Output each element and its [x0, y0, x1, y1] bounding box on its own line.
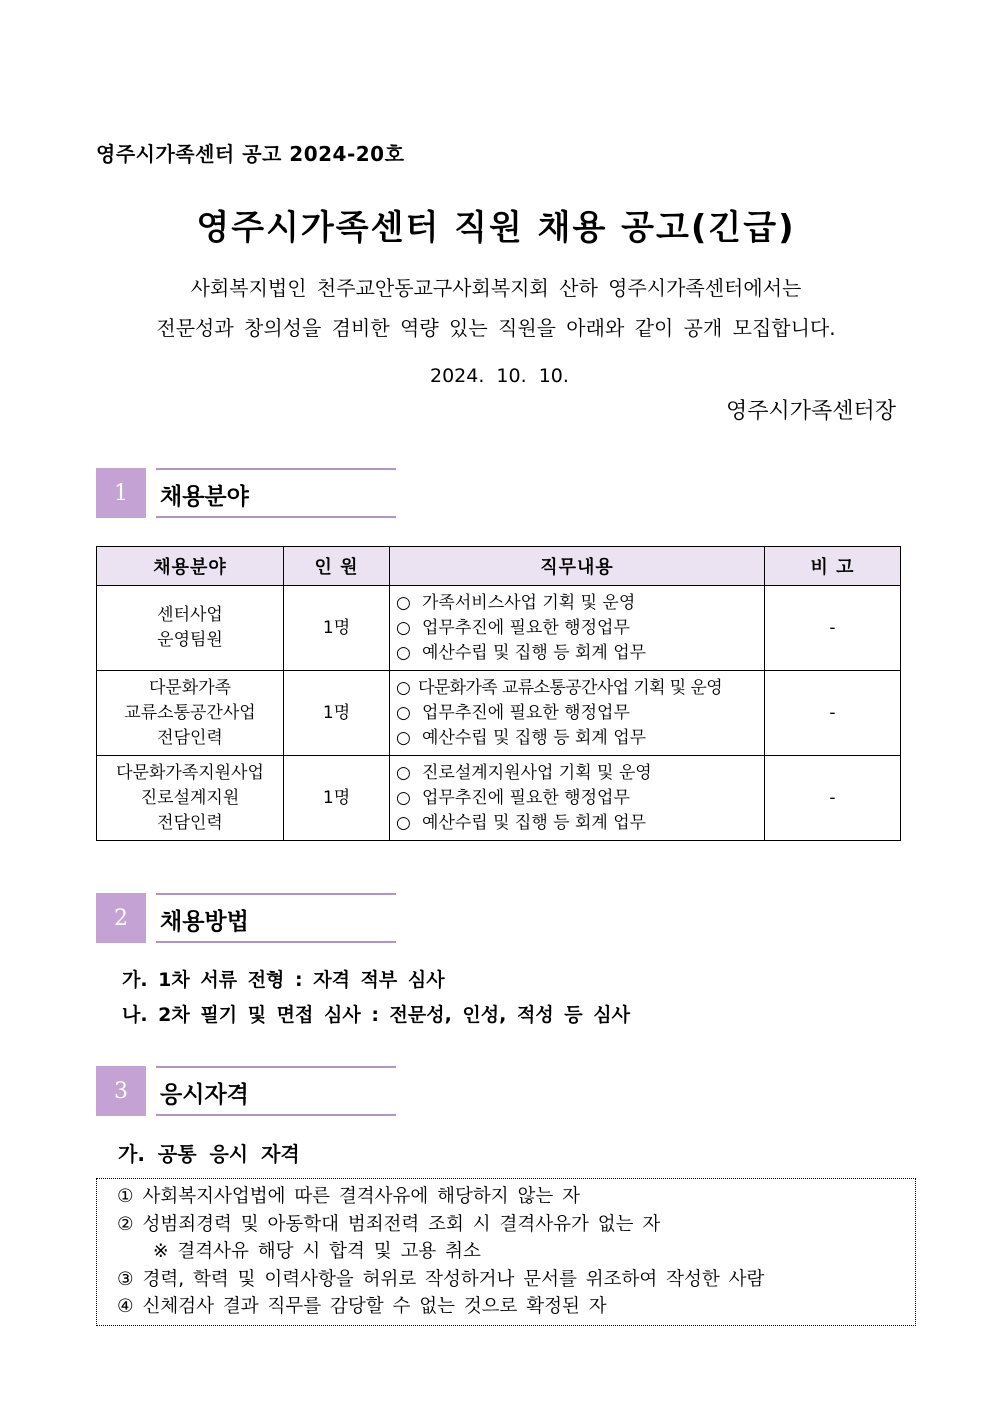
circle-bullet-icon: ○ [396, 592, 411, 613]
duty-item: ○ 업무추진에 필요한 행정업무 [396, 701, 764, 726]
section-title: 응시자격 [160, 1082, 249, 1108]
duty-item: ○ 예산수립 및 집행 등 회계 업무 [396, 641, 764, 666]
count-cell: 1명 [284, 586, 390, 671]
column-header-count: 인 원 [284, 547, 390, 586]
qualification-subtitle: 가. 공통 응시 자격 [118, 1142, 300, 1166]
duties-cell [390, 756, 765, 841]
field-line: 교류소통공간사업 [124, 702, 256, 723]
column-header-note: 비 고 [765, 547, 901, 586]
qualification-item: ④ 신체검사 결과 직무를 감당할 수 없는 것으로 확정된 자 [117, 1296, 607, 1317]
note-cell: - [765, 756, 901, 841]
circle-bullet-icon: ○ [396, 762, 411, 783]
qualification-note: ※ 결격사유 해당 시 합격 및 고용 취소 [153, 1241, 481, 1262]
count-cell: 1명 [284, 756, 390, 841]
duty-item: ○ 업무추진에 필요한 행정업무 [396, 616, 764, 641]
section-divider [156, 516, 396, 518]
circle-bullet-icon: ○ [396, 617, 411, 638]
field-cell [97, 756, 284, 841]
field-line: 센터사업 [157, 605, 223, 625]
table-row [97, 586, 901, 671]
section-divider [156, 1114, 396, 1116]
section-heading-recruit-method [96, 893, 396, 943]
circle-bullet-icon: ○ [396, 787, 411, 808]
qualification-box [96, 1178, 916, 1326]
table-header-row [97, 547, 901, 586]
duty-item: ○ 업무추진에 필요한 행정업무 [396, 786, 764, 811]
section-title: 채용분야 [160, 484, 249, 510]
section-heading-qualification [96, 1066, 396, 1116]
section-title: 채용방법 [160, 909, 249, 935]
field-line: 운영팀원 [157, 630, 223, 650]
duty-item: ○ 다문화가족 교류소통공간사업 기획 및 운영 [396, 676, 764, 701]
circle-bullet-icon: ○ [396, 812, 411, 833]
section-divider [156, 1066, 396, 1068]
circle-bullet-icon: ○ [396, 677, 411, 698]
table-row [97, 671, 901, 756]
duty-item: ○ 가족서비스사업 기획 및 운영 [396, 591, 764, 616]
table-row [97, 756, 901, 841]
section-number: 3 [96, 1066, 146, 1116]
field-cell [97, 586, 284, 671]
section-divider [156, 893, 396, 895]
notice-number: 영주시가족센터 공고 2024-20호 [96, 142, 405, 166]
qualification-item: ③ 경력, 학력 및 이력사항을 허위로 작성하거나 문서를 위조하여 작성한 사람 [117, 1268, 765, 1290]
field-cell [97, 671, 284, 756]
notice-date: 2024. 10. 10. [430, 365, 569, 387]
column-header-duties: 직무내용 [390, 547, 765, 586]
section-number: 1 [96, 468, 146, 518]
method-item: 나. 2차 필기 및 면접 심사 : 전문성, 인성, 적성 등 심사 [122, 1004, 630, 1026]
duty-item: ○ 예산수립 및 집행 등 회계 업무 [396, 811, 764, 836]
section-divider [156, 468, 396, 470]
count-cell: 1명 [284, 671, 390, 756]
duties-cell [390, 671, 765, 756]
qualification-item: ① 사회복지사업법에 따른 결격사유에 해당하지 않는 자 [117, 1186, 581, 1207]
field-line: 진로설계지원 [140, 787, 240, 808]
field-line: 전담인력 [157, 812, 223, 833]
note-cell: - [765, 586, 901, 671]
field-line: 다문화가족 [148, 677, 232, 698]
section-divider [156, 941, 396, 943]
recruit-table [96, 546, 901, 841]
intro-line-2: 전문성과 창의성을 겸비한 역량 있는 직원을 아래와 같이 공개 모집합니다. [156, 316, 836, 340]
column-header-field: 채용분야 [97, 547, 284, 586]
duty-item: ○ 예산수립 및 집행 등 회계 업무 [396, 726, 764, 751]
field-line: 다문화가족지원사업 [116, 762, 264, 783]
duties-cell [390, 586, 765, 671]
note-cell: - [765, 671, 901, 756]
section-heading-recruit-field [96, 468, 396, 518]
circle-bullet-icon: ○ [396, 727, 411, 748]
intro-line-1: 사회복지법인 천주교안동교구사회복지회 산하 영주시가족센터에서는 [190, 276, 802, 300]
circle-bullet-icon: ○ [396, 702, 411, 723]
section-number: 2 [96, 893, 146, 943]
field-line: 전담인력 [157, 727, 223, 748]
page-title: 영주시가족센터 직원 채용 공고(긴급) [196, 208, 796, 248]
duty-item: ○ 진로설계지원사업 기획 및 운영 [396, 761, 764, 786]
qualification-item: ② 성범죄경력 및 아동학대 범죄전력 조회 시 결격사유가 없는 자 [117, 1213, 661, 1235]
signer: 영주시가족센터장 [725, 399, 896, 424]
method-item: 가. 1차 서류 전형 : 자격 적부 심사 [122, 969, 445, 991]
circle-bullet-icon: ○ [396, 642, 411, 663]
